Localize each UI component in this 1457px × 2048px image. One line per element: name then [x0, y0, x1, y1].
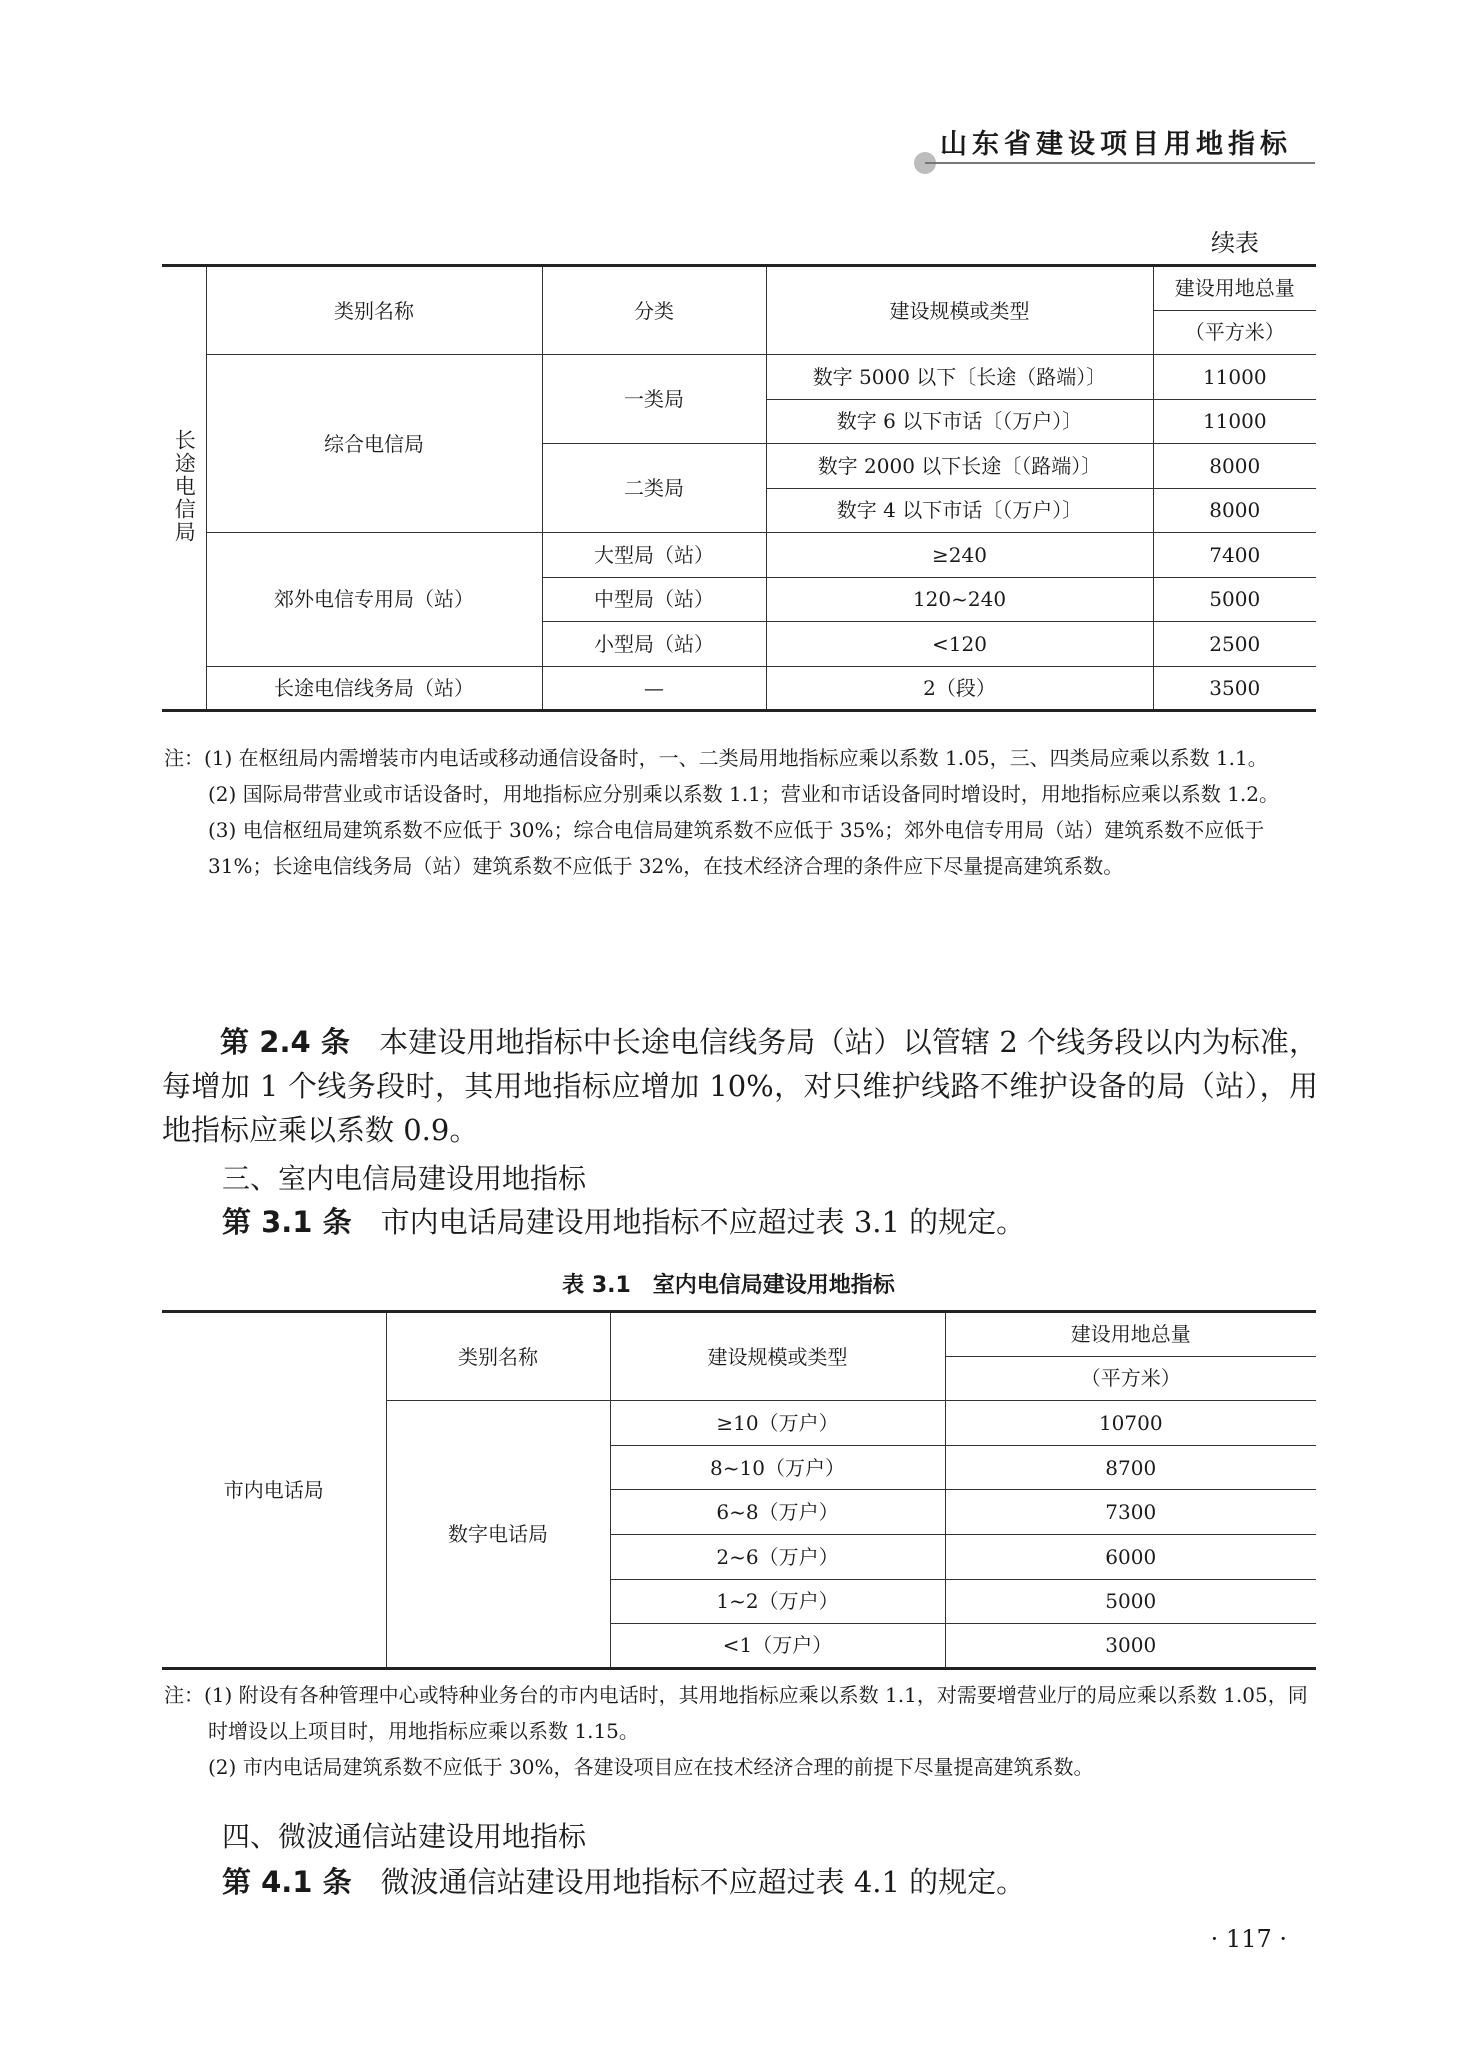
header-scale: 建设规模或类型 [766, 266, 1153, 355]
total-cell: 11000 [1153, 355, 1316, 400]
running-header-title: 山东省建设项目用地指标 [940, 129, 1292, 160]
class-cell: — [542, 666, 766, 711]
total-cell: 5000 [945, 1579, 1316, 1624]
article-3-1 [222, 1200, 1025, 1244]
article-2-4 [162, 1020, 1318, 1152]
header-category: 类别名称 [206, 266, 542, 355]
scale-cell: 1~2（万户） [610, 1579, 945, 1624]
table2-notes [164, 1677, 1318, 1785]
scale-cell: <1（万户） [610, 1624, 945, 1669]
note-item: 注：(1) 附设有各种管理中心或特种业务台的市内电话时，其用地指标应乘以系数 1.1，对需要增营业厅的局应乘以系数 1.05，同时增设以上项目时，用地指标应乘以系数 1.15。 [164, 1683, 1308, 1743]
note-item: (3) 电信枢纽局建筑系数不应低于 30%；综合电信局建筑系数不应低于 35%；郊外电信专用局（站）建筑系数不应低于 31%；长途电信线务局（站）建筑系数不应低于 32%，在技术经济合理的条件应下尽量提高建筑系数。 [208, 818, 1265, 878]
category-jiaowai: 郊外电信专用局（站） [206, 533, 542, 667]
scale-cell: 数字 2000 以下长途〔（路端）〕 [766, 444, 1153, 489]
total-cell: 3500 [1153, 666, 1316, 711]
article-text: 市内电话局建设用地指标不应超过表 3.1 的规定。 [380, 1205, 1026, 1239]
category-xianwu: 长途电信线务局（站） [206, 666, 542, 711]
total-cell: 8000 [1153, 488, 1316, 533]
group-label-cell [162, 266, 206, 711]
article-text: 本建设用地指标中长途电信线务局（站）以管辖 2 个线务段以内为标准，每增加 1 个线务段时，其用地指标应增加 10%，对只维护线路不维护设备的局（站），用地指标应乘以系数 0.9。 [162, 1025, 1318, 1147]
total-cell: 11000 [1153, 399, 1316, 444]
total-cell: 8700 [945, 1445, 1316, 1490]
page-number: · 117 · [1210, 1925, 1287, 1953]
class-yilei: 一类局 [542, 355, 766, 444]
section-3-heading: 三、室内电信局建设用地指标 [222, 1162, 587, 1195]
telecom-land-table-continued [162, 264, 1316, 712]
article-text: 微波通信站建设用地指标不应超过表 4.1 的规定。 [380, 1865, 1026, 1899]
note-item: 注：(1) 在枢纽局内需增装市内电话或移动通信设备时，一、二类局用地指标应乘以系数 1.05，三、四类局应乘以系数 1.1。 [164, 746, 1268, 770]
note-item: (2) 市内电话局建筑系数不应低于 30%，各建设项目应在技术经济合理的前提下尽量提高建筑系数。 [208, 1755, 1094, 1779]
group-label: 长途电信局 [172, 428, 197, 544]
scale-cell: 数字 4 以下市话〔（万户）〕 [766, 488, 1153, 533]
scale-cell: 2~6（万户） [610, 1534, 945, 1579]
header-rule [925, 162, 1315, 164]
indoor-telecom-land-table [162, 1310, 1316, 1670]
class-erlei: 二类局 [542, 444, 766, 533]
scale-cell: 数字 5000 以下〔长途（路端）〕 [766, 355, 1153, 400]
scale-cell: ≥240 [766, 533, 1153, 578]
header-total-line1: 建设用地总量 [1153, 266, 1316, 311]
header-scale: 建设规模或类型 [610, 1312, 945, 1401]
category-zonghe: 综合电信局 [206, 355, 542, 533]
header-total-line2: （平方米） [945, 1356, 1316, 1401]
scale-cell: <120 [766, 622, 1153, 667]
article-number: 第 2.4 条 [220, 1025, 350, 1059]
total-cell: 10700 [945, 1401, 1316, 1446]
article-4-1 [222, 1860, 1025, 1904]
table-continued-label: 续表 [1211, 229, 1259, 257]
total-cell: 3000 [945, 1624, 1316, 1669]
class-cell: 小型局（站） [542, 622, 766, 667]
scale-cell: 120~240 [766, 577, 1153, 622]
article-number: 第 3.1 条 [222, 1205, 352, 1239]
total-cell: 2500 [1153, 622, 1316, 667]
group-label: 市内电话局 [162, 1312, 386, 1669]
scale-cell: 6~8（万户） [610, 1490, 945, 1535]
note-item: (2) 国际局带营业或市话设备时，用地指标应分别乘以系数 1.1；营业和市话设备同时增设时，用地指标应乘以系数 1.2。 [208, 782, 1280, 806]
header-category: 类别名称 [386, 1312, 610, 1401]
article-number: 第 4.1 条 [222, 1865, 352, 1899]
total-cell: 6000 [945, 1534, 1316, 1579]
scale-cell: ≥10（万户） [610, 1401, 945, 1446]
total-cell: 7300 [945, 1490, 1316, 1535]
table1-notes [164, 740, 1318, 884]
table-3-1-caption: 表 3.1 室内电信局建设用地指标 [562, 1273, 895, 1298]
class-cell: 中型局（站） [542, 577, 766, 622]
scale-cell: 2（段） [766, 666, 1153, 711]
header-total-line2: （平方米） [1153, 310, 1316, 355]
section-4-heading: 四、微波通信站建设用地指标 [222, 1820, 587, 1853]
sub-label: 数字电话局 [386, 1401, 610, 1669]
total-cell: 8000 [1153, 444, 1316, 489]
total-cell: 5000 [1153, 577, 1316, 622]
scale-cell: 8~10（万户） [610, 1445, 945, 1490]
header-class: 分类 [542, 266, 766, 355]
header-total-line1: 建设用地总量 [945, 1312, 1316, 1357]
scale-cell: 数字 6 以下市话〔（万户）〕 [766, 399, 1153, 444]
class-cell: 大型局（站） [542, 533, 766, 578]
total-cell: 7400 [1153, 533, 1316, 578]
